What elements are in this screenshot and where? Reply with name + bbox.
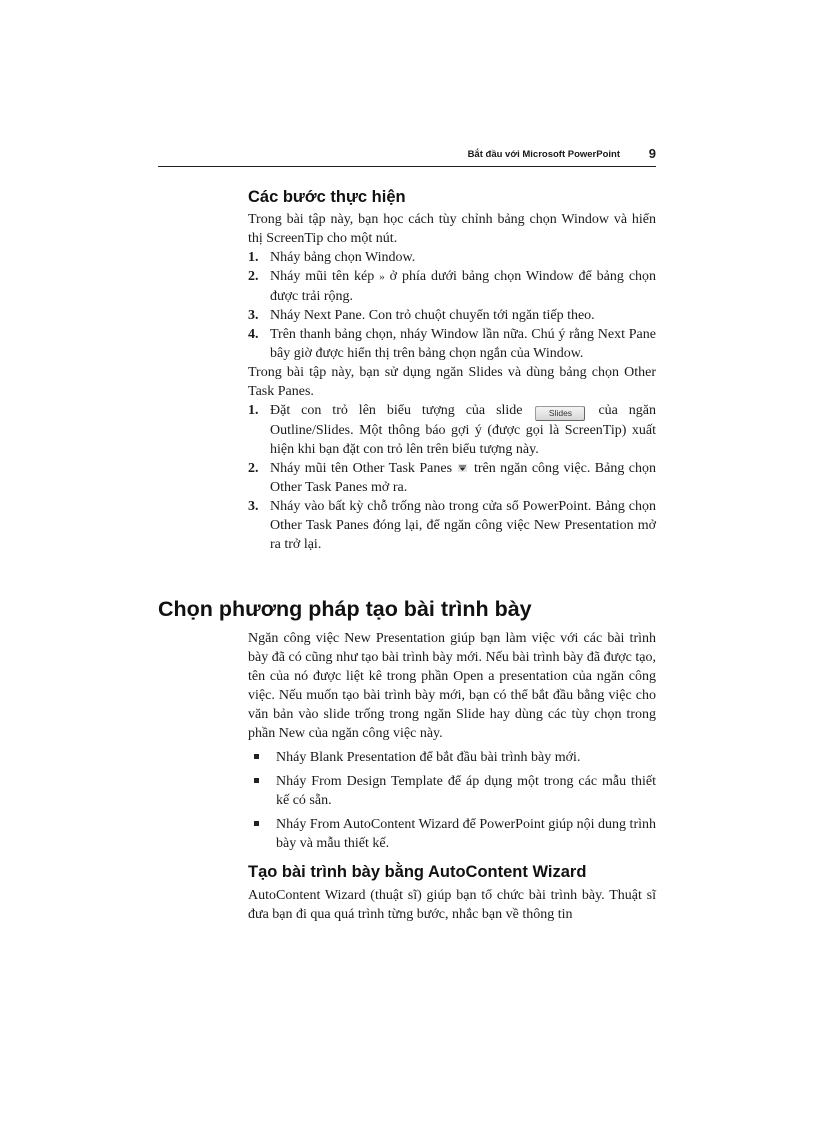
list-item: [248, 306, 656, 325]
list-item: [248, 772, 656, 810]
bullet-text: Nháy From AutoContent Wizard để PowerPoint giúp nội dung trình bày và mẫu thiết kế.: [276, 817, 656, 851]
intro-paragraph: Trong bài tập này, bạn học cách tùy chỉnh bảng chọn Window và hiển thị ScreenTip cho một nút.: [248, 212, 656, 246]
step-text: Đặt con trỏ lên biểu tượng của slide: [270, 403, 523, 418]
step-text: Nháy mũi tên kép: [270, 269, 375, 284]
step-number: 3.: [248, 499, 259, 514]
methods-paragraph: Ngăn công việc New Presentation giúp bạn làm việc với các bài trình bày đã có cũng như tạo bài trình bày mới. Nếu bài trình bày đã được tạo, tên của nó được liệt kê trong phần Open a presentation của ngăn công việc. Nếu muốn tạo bài trình bày mới, bạn có thể bắt đầu bằng việc cho văn bản vào slide trống trong ngăn Slide hay dùng các tùy chọn trong phần New của ngăn công việc này.: [248, 631, 656, 741]
step-number: 2.: [248, 269, 259, 284]
dropdown-arrow-icon: [458, 464, 467, 472]
step-number: 2.: [248, 461, 259, 476]
step-text: Nháy Next Pane. Con trỏ chuột chuyển tới ngăn tiếp theo.: [270, 308, 595, 323]
list-item: [248, 815, 656, 853]
steps-list-2: [248, 401, 656, 554]
double-chevron-icon: »: [379, 271, 385, 283]
section-heading-steps: Các bước thực hiện: [248, 188, 406, 206]
bullet-text: Nháy Blank Presentation để bắt đầu bài trình bày mới.: [276, 750, 581, 765]
section-steps-body: [248, 210, 656, 554]
list-item: [248, 248, 656, 267]
header-title: Bắt đầu với Microsoft PowerPoint: [467, 149, 620, 160]
bullet-text: Nháy From Design Template để áp dụng một trong các mẫu thiết kế có sẵn.: [276, 774, 656, 808]
bullet-icon: [254, 754, 259, 759]
running-header: [158, 146, 656, 167]
step-text: Nháy vào bất kỳ chỗ trống nào trong cửa sổ PowerPoint. Bảng chọn Other Task Panes đóng lại, để ngăn công việc New Presentation mở ra trở lại.: [270, 499, 656, 552]
section-heading-autocontent: Tạo bài trình bày bằng AutoContent Wizard: [248, 863, 587, 881]
bullet-icon: [254, 821, 259, 826]
step-number: 3.: [248, 308, 259, 323]
section-methods-body: [248, 629, 656, 853]
list-item: [248, 267, 656, 306]
step-text: Trên thanh bảng chọn, nháy Window lần nữa. Chú ý rằng Next Pane bây giờ được hiển thị trên bảng chọn ngắn của Window.: [270, 327, 656, 361]
section-heading-methods: Chọn phương pháp tạo bài trình bày: [158, 597, 532, 621]
step-text: của ngăn Outline/Slides. Một thông báo gợi ý (được gọi là ScreenTip) xuất hiện khi bạn đặt con trỏ lên trên biểu tượng này.: [270, 403, 657, 457]
autocontent-paragraph: AutoContent Wizard (thuật sĩ) giúp bạn tổ chức bài trình bày. Thuật sĩ đưa bạn đi qua quá trình từng bước, nhắc bạn về thông tin: [248, 888, 656, 922]
steps-list-1: [248, 248, 656, 363]
section-autocontent-body: [248, 886, 656, 924]
step-number: 1.: [248, 250, 259, 265]
step-number: 4.: [248, 327, 259, 342]
page-number: 9: [648, 146, 656, 161]
step-number: 1.: [248, 403, 259, 418]
list-item: [248, 459, 656, 497]
list-item: [248, 325, 656, 363]
intro-paragraph-2: Trong bài tập này, bạn sử dụng ngăn Slides và dùng bảng chọn Other Task Panes.: [248, 365, 656, 399]
slides-tab-button: Slides: [535, 406, 585, 421]
methods-bullet-list: [248, 748, 656, 853]
step-text: ở phía dưới bảng chọn Window để bảng chọn được trải rộng.: [270, 269, 657, 304]
list-item: [248, 497, 656, 554]
step-text: Nháy mũi tên Other Task Panes: [270, 461, 453, 476]
bullet-icon: [254, 778, 259, 783]
list-item: [248, 748, 656, 767]
list-item: [248, 401, 656, 459]
step-text: Nháy bảng chọn Window.: [270, 250, 416, 265]
step-text: trên ngăn công việc. Bảng chọn Other Task Panes mở ra.: [270, 461, 657, 495]
